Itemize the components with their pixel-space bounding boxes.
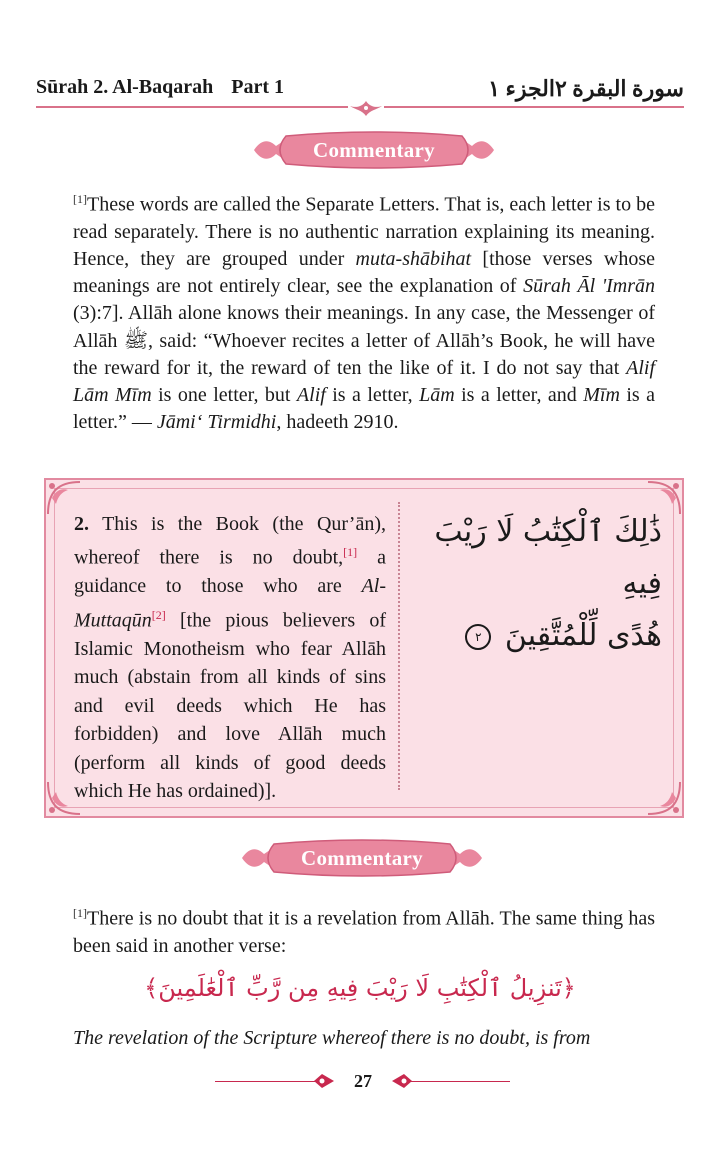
arabic-line-2 <box>406 610 662 662</box>
text-run: a guidance to those who are <box>74 547 386 598</box>
arabic-quote: ﴿تَنزِيلُ ٱلْكِتَٰبِ لَا رَيْبَ فِيهِ مِن رَّبِّ ٱلْعَٰلَمِينَ﴾ <box>144 974 576 1002</box>
text-run: is a letter, and <box>454 384 584 407</box>
commentary-banner-1 <box>252 130 496 170</box>
verse-number: 2. <box>74 513 89 535</box>
arabic-line: ذَٰلِكَ ٱلْكِتَٰبُ لَا رَيْبَ فِيهِ <box>434 514 662 601</box>
text-run: (3):7]. Allāh alone knows their meanings. In any case, the Messenger of Allāh ﷺ, said: “Whoever recites a letter of Allāh’s Book, he will have the reward for it, the reward of ten the like of it. I do not say that <box>73 302 655 379</box>
italic-run: Alif <box>296 384 326 407</box>
italic-run: Jāmi‘ Tirmidhi <box>156 411 277 434</box>
banner-label: Commentary <box>301 846 423 870</box>
ayah-number-marker: ٢ <box>465 624 491 650</box>
footnote-marker: [1] <box>73 192 87 206</box>
footer-rule <box>410 1081 510 1082</box>
part-label: Part 1 <box>231 76 285 98</box>
footer-ornament-icon <box>312 1071 336 1091</box>
quote-translation: The revelation of the Scripture whereof there is no doubt, is from <box>73 1027 591 1049</box>
italic-run: Alif Lām Mīm <box>73 356 655 407</box>
italic-run: muta-shābihat <box>355 248 472 271</box>
verse-arabic <box>406 506 662 662</box>
text-run: is a letter.” — <box>73 384 655 434</box>
commentary-paragraph-1 <box>73 186 655 436</box>
text-run: is a letter, <box>325 384 420 407</box>
arabic-surah-title: سورة البقرة ٢ <box>554 76 684 101</box>
text-run: There is no doubt that it is a revelation from Allāh. The same thing has been said in another verse: <box>73 907 655 957</box>
italic-run: Mīm <box>583 384 620 407</box>
commentary-paragraph-2 <box>73 900 655 960</box>
footnote-marker: [1] <box>343 545 358 560</box>
footer-rule <box>215 1081 315 1082</box>
verse-divider <box>398 502 401 790</box>
text-run: [the pious believers of Islamic Monotheism who fear Allāh much (abstain from all kinds of sins and evil deeds which He has forbidden) and love Allāh much (perform all kinds of good deeds which He has ordained)]. <box>74 609 386 802</box>
arabic-juz-label: الجزء ١ <box>488 76 555 101</box>
text-run: , hadeeth 2910. <box>276 411 399 434</box>
commentary-banner-2 <box>240 838 484 878</box>
text-run: This is the Book (the Qur’ān), whereof there is no doubt, <box>74 513 386 570</box>
verse-box <box>44 478 684 818</box>
text-run: is one letter, but <box>151 384 297 407</box>
page-number: 27 <box>354 1071 372 1091</box>
header-ornament-icon <box>346 98 386 120</box>
footer-ornament-icon <box>390 1071 414 1091</box>
text-run: These words are called the Separate Letters. That is, each letter is to be read separately. There is no authentic narration explaining its meaning. Hence, they are grouped under <box>73 193 655 271</box>
italic-run: Al-Muttaqūn <box>74 575 386 632</box>
arabic-line: هُدًى لِّلْمُتَّقِينَ <box>504 618 662 653</box>
footnote-marker: [2] <box>151 607 166 622</box>
header-right <box>378 76 684 102</box>
header-left <box>36 76 284 99</box>
surah-title: Sūrah 2. Al-Baqarah <box>36 76 214 98</box>
verse-translation <box>74 510 386 805</box>
text-run: [those verses whose meanings are not entirely clear, see the explanation of <box>73 248 655 298</box>
banner-label: Commentary <box>313 138 435 162</box>
corner-ornament-icon <box>644 778 684 818</box>
italic-run: Sūrah Āl 'Imrān <box>523 275 655 298</box>
italic-run: Lām <box>419 384 455 407</box>
footnote-marker: [1] <box>73 906 87 920</box>
